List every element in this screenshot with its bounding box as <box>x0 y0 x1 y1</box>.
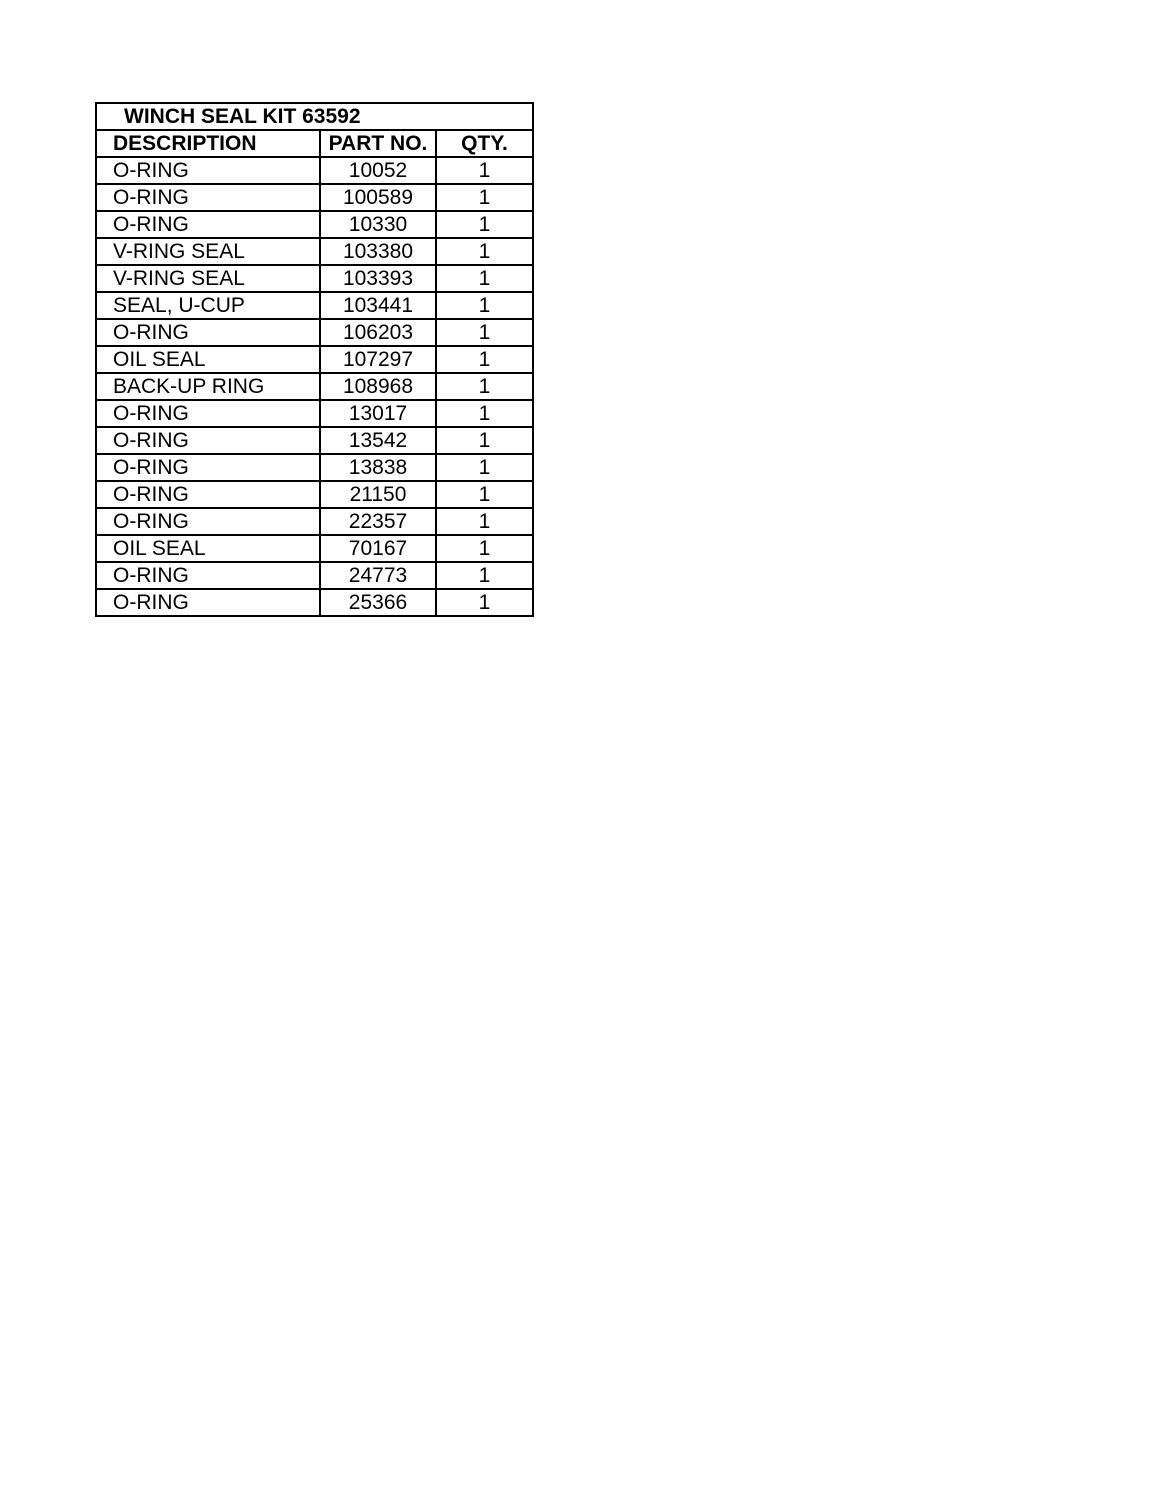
description-cell: BACK-UP RING <box>96 373 320 400</box>
column-header-description: DESCRIPTION <box>96 130 320 157</box>
qty-cell: 1 <box>436 454 533 481</box>
description-cell: O-RING <box>96 589 320 616</box>
qty-cell: 1 <box>436 211 533 238</box>
qty-cell: 1 <box>436 346 533 373</box>
column-header-qty: QTY. <box>436 130 533 157</box>
table-row <box>96 211 533 238</box>
table-row <box>96 562 533 589</box>
qty-cell: 1 <box>436 508 533 535</box>
description-cell: OIL SEAL <box>96 535 320 562</box>
description-cell: O-RING <box>96 400 320 427</box>
table-row <box>96 265 533 292</box>
column-header-part-no: PART NO. <box>320 130 436 157</box>
qty-cell: 1 <box>436 400 533 427</box>
qty-cell: 1 <box>436 373 533 400</box>
part-no-cell: 100589 <box>320 184 436 211</box>
table-row <box>96 373 533 400</box>
part-no-cell: 70167 <box>320 535 436 562</box>
part-no-cell: 22357 <box>320 508 436 535</box>
seal-kit-table <box>95 102 534 617</box>
part-no-cell: 103380 <box>320 238 436 265</box>
table-row <box>96 346 533 373</box>
description-cell: O-RING <box>96 319 320 346</box>
qty-cell: 1 <box>436 238 533 265</box>
part-no-cell: 103393 <box>320 265 436 292</box>
description-cell: O-RING <box>96 211 320 238</box>
qty-cell: 1 <box>436 184 533 211</box>
part-no-cell: 107297 <box>320 346 436 373</box>
part-no-cell: 10052 <box>320 157 436 184</box>
description-cell: V-RING SEAL <box>96 265 320 292</box>
table-row <box>96 454 533 481</box>
description-cell: OIL SEAL <box>96 346 320 373</box>
qty-cell: 1 <box>436 265 533 292</box>
description-cell: V-RING SEAL <box>96 238 320 265</box>
part-no-cell: 13542 <box>320 427 436 454</box>
table-row <box>96 508 533 535</box>
part-no-cell: 13017 <box>320 400 436 427</box>
table-row <box>96 481 533 508</box>
description-cell: O-RING <box>96 454 320 481</box>
part-no-cell: 108968 <box>320 373 436 400</box>
qty-cell: 1 <box>436 292 533 319</box>
description-cell: SEAL, U-CUP <box>96 292 320 319</box>
table-row <box>96 292 533 319</box>
table-row <box>96 157 533 184</box>
description-cell: O-RING <box>96 427 320 454</box>
table-row <box>96 535 533 562</box>
description-cell: O-RING <box>96 184 320 211</box>
part-no-cell: 10330 <box>320 211 436 238</box>
table-body <box>96 157 533 616</box>
part-no-cell: 25366 <box>320 589 436 616</box>
qty-cell: 1 <box>436 481 533 508</box>
table-row <box>96 184 533 211</box>
table-header-row <box>96 130 533 157</box>
description-cell: O-RING <box>96 481 320 508</box>
table-row <box>96 400 533 427</box>
qty-cell: 1 <box>436 589 533 616</box>
table-row <box>96 427 533 454</box>
qty-cell: 1 <box>436 319 533 346</box>
part-no-cell: 24773 <box>320 562 436 589</box>
part-no-cell: 13838 <box>320 454 436 481</box>
qty-cell: 1 <box>436 157 533 184</box>
table-row <box>96 319 533 346</box>
table-row <box>96 589 533 616</box>
qty-cell: 1 <box>436 562 533 589</box>
part-no-cell: 103441 <box>320 292 436 319</box>
table-title: WINCH SEAL KIT 63592 <box>96 103 533 130</box>
description-cell: O-RING <box>96 562 320 589</box>
qty-cell: 1 <box>436 535 533 562</box>
description-cell: O-RING <box>96 157 320 184</box>
qty-cell: 1 <box>436 427 533 454</box>
part-no-cell: 21150 <box>320 481 436 508</box>
table-row <box>96 238 533 265</box>
part-no-cell: 106203 <box>320 319 436 346</box>
table-title-row <box>96 103 533 130</box>
description-cell: O-RING <box>96 508 320 535</box>
